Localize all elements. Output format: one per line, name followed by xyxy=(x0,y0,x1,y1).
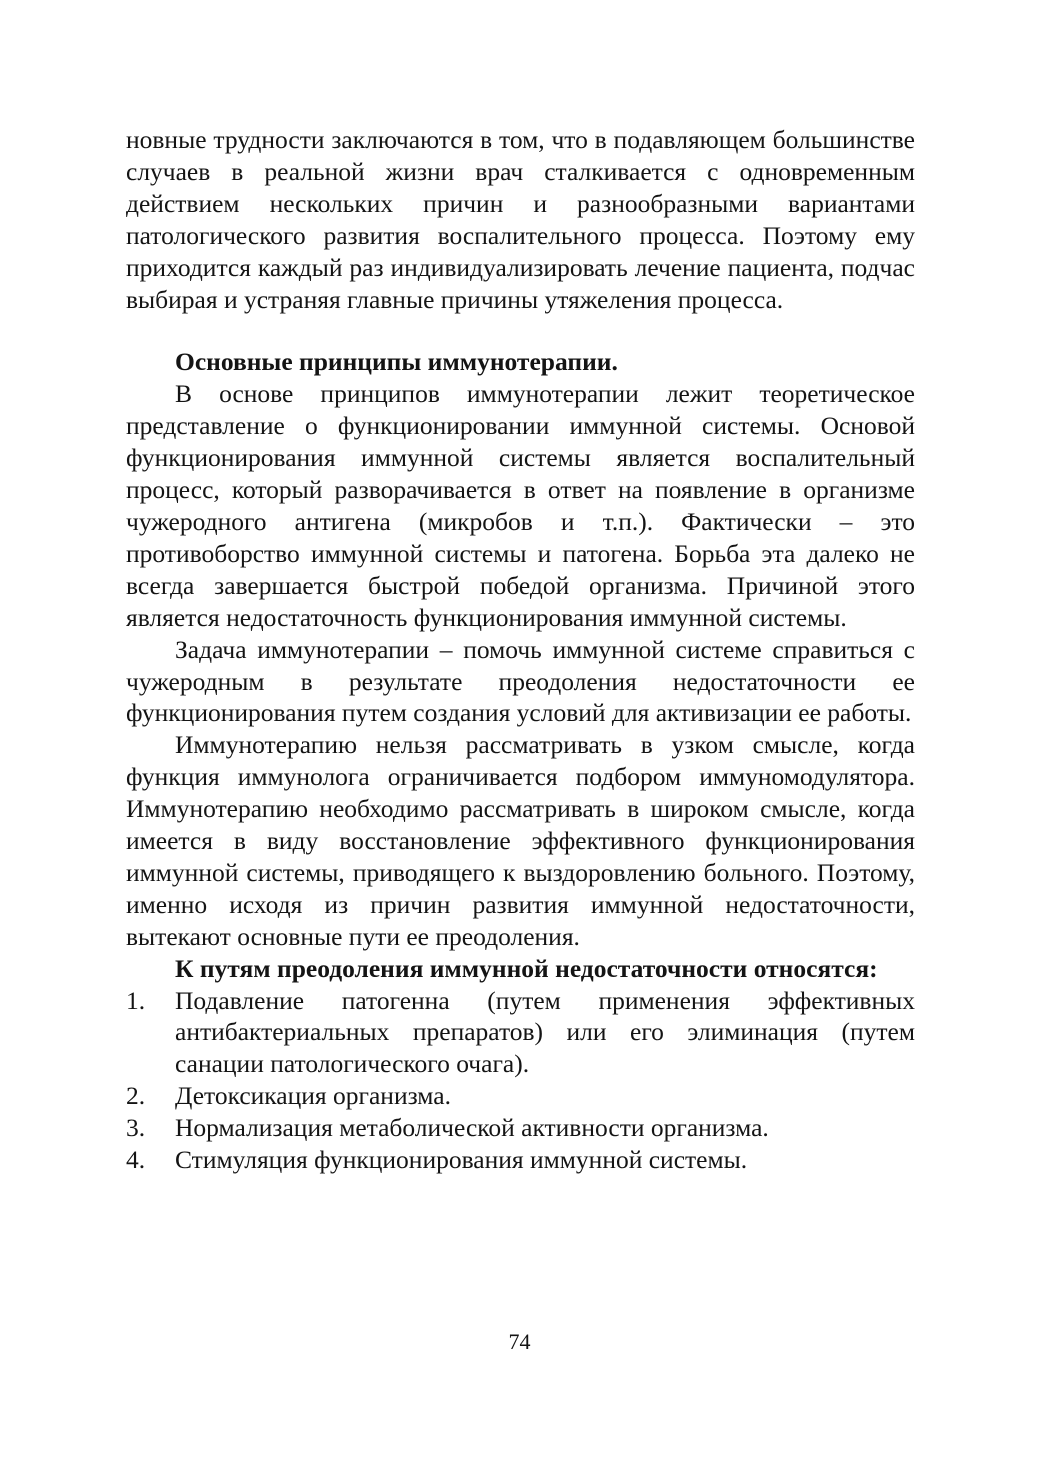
intro-paragraph: новные трудности заключаются в том, что в подавляющем большинстве случаев в реальной жизни врач сталкивается с одновременным действием нескольких причин и разнообразными вариантами патологического развития воспалительного процесса. Поэтому ему приходится каждый раз индивидуализировать лечение пациента, подчас выбирая и устраняя главные причины утяжеления процесса. xyxy=(126,125,915,314)
section-heading: Основные принципы иммунотерапии. xyxy=(175,347,618,377)
body-paragraph: Иммунотерапию нельзя рассматривать в узком смысле, когда функция иммунолога ограничивается подбором иммуномодулятора. Иммунотерапию необходимо рассматривать в широком смысле, когда имеется в виду восстановление эффективного функционирования иммунной системы, приводящего к выздоровлению больного. Поэтому, именно исходя из причин развития иммунной недостаточности, вытекают основные пути ее преодоления. xyxy=(126,730,915,951)
numbered-list xyxy=(126,985,915,1176)
list-item-number: 1. xyxy=(126,985,146,1015)
page-body xyxy=(126,124,915,1176)
list-heading: К путям преодоления иммунной недостаточности относятся: xyxy=(175,953,878,983)
list-item-text: Стимуляция функционирования иммунной системы. xyxy=(175,1145,748,1175)
list-item-number: 3. xyxy=(126,1113,146,1143)
list-item-text: Детоксикация организма. xyxy=(175,1081,451,1111)
list-item-number: 4. xyxy=(126,1145,146,1175)
list-item-text: Нормализация метаболической активности организма. xyxy=(175,1113,769,1143)
list-item-text: Подавление патогенна (путем применения эффективных антибактериальных препаратов) или его элиминация (путем санации патологического очага). xyxy=(175,985,915,1079)
list-item xyxy=(126,1112,915,1144)
list-item xyxy=(126,985,915,1081)
section-gap xyxy=(126,315,915,346)
list-item-number: 2. xyxy=(126,1081,146,1111)
page-number: 74 xyxy=(508,1329,531,1354)
list-item xyxy=(126,1080,915,1112)
body-paragraph: В основе принципов иммунотерапии лежит теоретическое представление о функционировании иммунной системы. Основой функционирования иммунной системы является воспалительный процесс, который разворачивается в ответ на появление в организме чужеродного антигена (микробов и т.п.). Фактически – это противоборство иммунной системы и патогена. Борьба эта далеко не всегда завершается быстрой победой организма. Причиной этого является недостаточность функционирования иммунной системы. xyxy=(126,379,915,632)
body-paragraph: Задача иммунотерапии – помочь иммунной системе справиться с чужеродным в результате преодоления недостаточности ее функционирования путем создания условий для активизации ее работы. xyxy=(126,634,915,728)
list-item xyxy=(126,1144,915,1176)
